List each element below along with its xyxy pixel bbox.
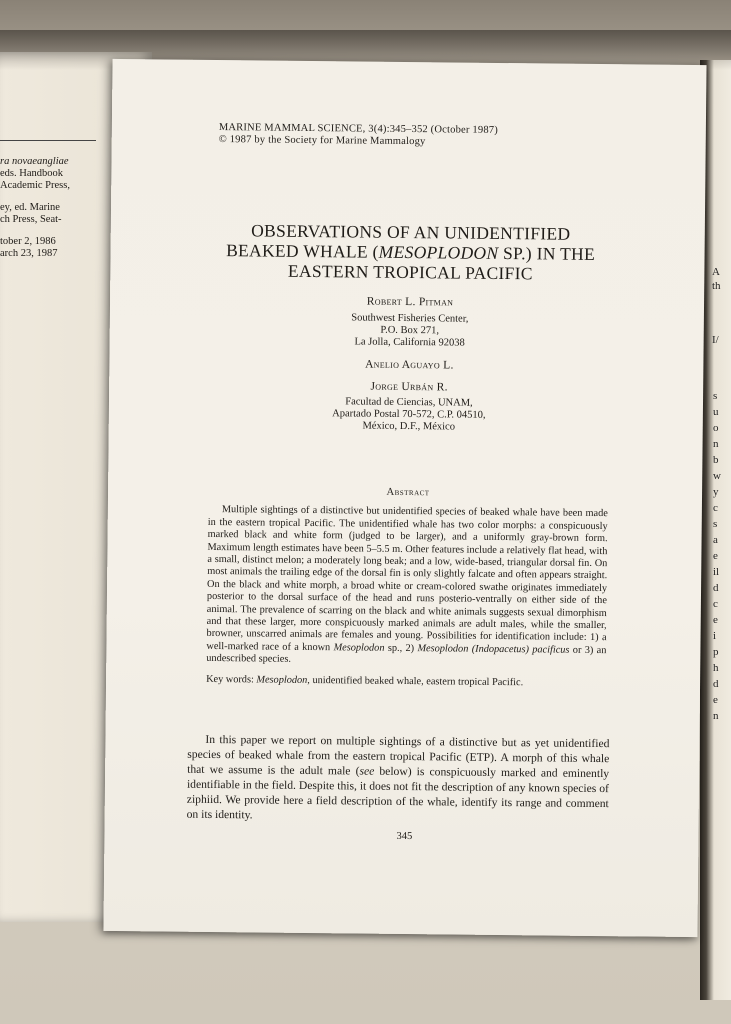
left-line [0,226,110,236]
right-fragment: i [713,630,717,642]
right-fragment: n [713,438,719,450]
left-line: ra novaeangliae [0,156,69,167]
left-page-rule [0,140,96,141]
right-fragment: c [713,502,718,514]
keywords-rest: , unidentified beaked whale, eastern tropical Pacific. [307,674,524,688]
left-page-text [0,156,110,260]
left-line: tober 2, 1986 [0,236,56,247]
right-fragment: il [713,566,720,578]
affiliation-line: Apartado Postal 70-572, C.P. 04510, [332,408,486,421]
abstract-section [206,485,608,701]
right-fragment: b [713,454,719,466]
right-fragment: c [713,598,718,610]
title-genus: MESOPLODON [378,241,499,263]
keywords [206,674,606,691]
right-fragment: h [713,662,719,674]
body-part-a: In this paper we report on multiple sightings of a distinctive but as yet unidentified species of beaked whale from the eastern tropical Pacific (ETP). A morph of this whale that we assume is the adult male ( [187,732,610,778]
journal-citation: MARINE MAMMAL SCIENCE, 3(4):345–352 (October 1987) [218,122,499,136]
abstract-main: Multiple sightings of a distinctive but unidentified species of beaked whale have been made in the eastern tropical Pacific. The unidentified whale has two color morphs: a conspicuously marked black and white form (judged to be larger), and a uniformly gray-brown form. Maximum length estimates have been 5–5.5 m. Other features include a relatively flat head, with a small, distinct melon; a moderately long beak; and a low, wide-based, triangular dorsal fin. On most animals the trailing edge of the dorsal fin is only slightly falcate and often appears straight. On the black and white morph, a broad white or cream-colored swathe originates immediately posterior to the dorsal surface of the head and runs posterio-ventrally on either side of the animal. The prevalence of scarring on the black and white animals suggests sexual dimorphism and that these larger, more conspicuously marked animals are adult males, while the smaller, browner, unscarred animals are females and young. Possibilities for identification include: 1) a well-marked race of a known [206,504,608,654]
body-paragraph [187,732,610,826]
keywords-label: Key words: [206,673,257,686]
affiliation-line: Facultad de Ciencias, UNAM, [345,396,473,409]
abstract-mid: sp., 2) [384,642,418,655]
abstract-genus: Mesoplodon [333,642,385,654]
right-fragment: n [713,710,719,722]
abstract-species: Mesoplodon (Indopacetus) pacificus [417,643,570,656]
right-fragment: th [712,280,721,292]
title-line-1: OBSERVATIONS OF AN UNIDENTIFIED [251,220,571,244]
left-line: Academic Press, [0,180,70,191]
left-line: ey, ed. Marine [0,202,60,213]
right-fragment: d [713,678,719,690]
page-content [103,59,706,937]
affiliation-line: La Jolla, California 92038 [354,336,465,349]
author-name: Jorge Urbán R. [370,380,448,394]
page-number: 345 [396,830,413,843]
left-line [0,192,110,202]
left-line: ch Press, Seat- [0,214,62,225]
right-fragment: I/ [712,334,719,346]
right-fragment: e [713,694,718,706]
title-line-2-pre: BEAKED WHALE ( [226,240,379,262]
right-fragment: d [713,582,719,594]
body-see: see [359,764,375,778]
author-block [229,294,590,435]
copyright-line: © 1987 by the Society for Marine Mammalogy [218,134,426,148]
right-fragment: p [713,646,719,658]
right-fragment: w [713,470,721,482]
right-fragment: e [713,614,718,626]
left-line: arch 23, 1987 [0,248,58,259]
affiliation-line: Southwest Fisheries Center, [351,312,469,325]
right-fragment: u [713,406,719,418]
keywords-genus: Mesoplodon [256,674,308,686]
right-fragment: y [713,486,719,498]
affiliation-line: México, D.F., México [362,420,456,433]
title-line-2-post: SP.) IN THE [498,242,596,264]
left-line: eds. Handbook [0,168,63,179]
author-name: Robert L. Pitman [366,295,454,309]
author-name: Anelio Aguayo L. [365,358,454,372]
body-part-b: below) is conspicuously marked and eminently identifiable in the field. Despite this, it does not fit the description of any known species of ziphiid. We provide here a field description of the whale, identify its range and comment on its identity. [186,764,610,822]
body-text [187,732,610,826]
right-fragment: s [713,390,718,402]
abstract-text [206,504,608,669]
paper-page [103,59,706,937]
title-line-3: EASTERN TROPICAL PACIFIC [287,260,533,284]
right-fragment: s [713,518,718,530]
right-fragment: o [713,422,719,434]
right-fragment: A [712,266,720,278]
abstract-heading: Abstract [386,486,430,499]
right-fragment: a [713,534,718,546]
right-fragment: e [713,550,718,562]
abstract-end: or 3) an undescribed species. [206,644,607,666]
journal-header [219,122,498,149]
paper-title [170,220,651,285]
affiliation-line: P.O. Box 271, [380,324,440,337]
